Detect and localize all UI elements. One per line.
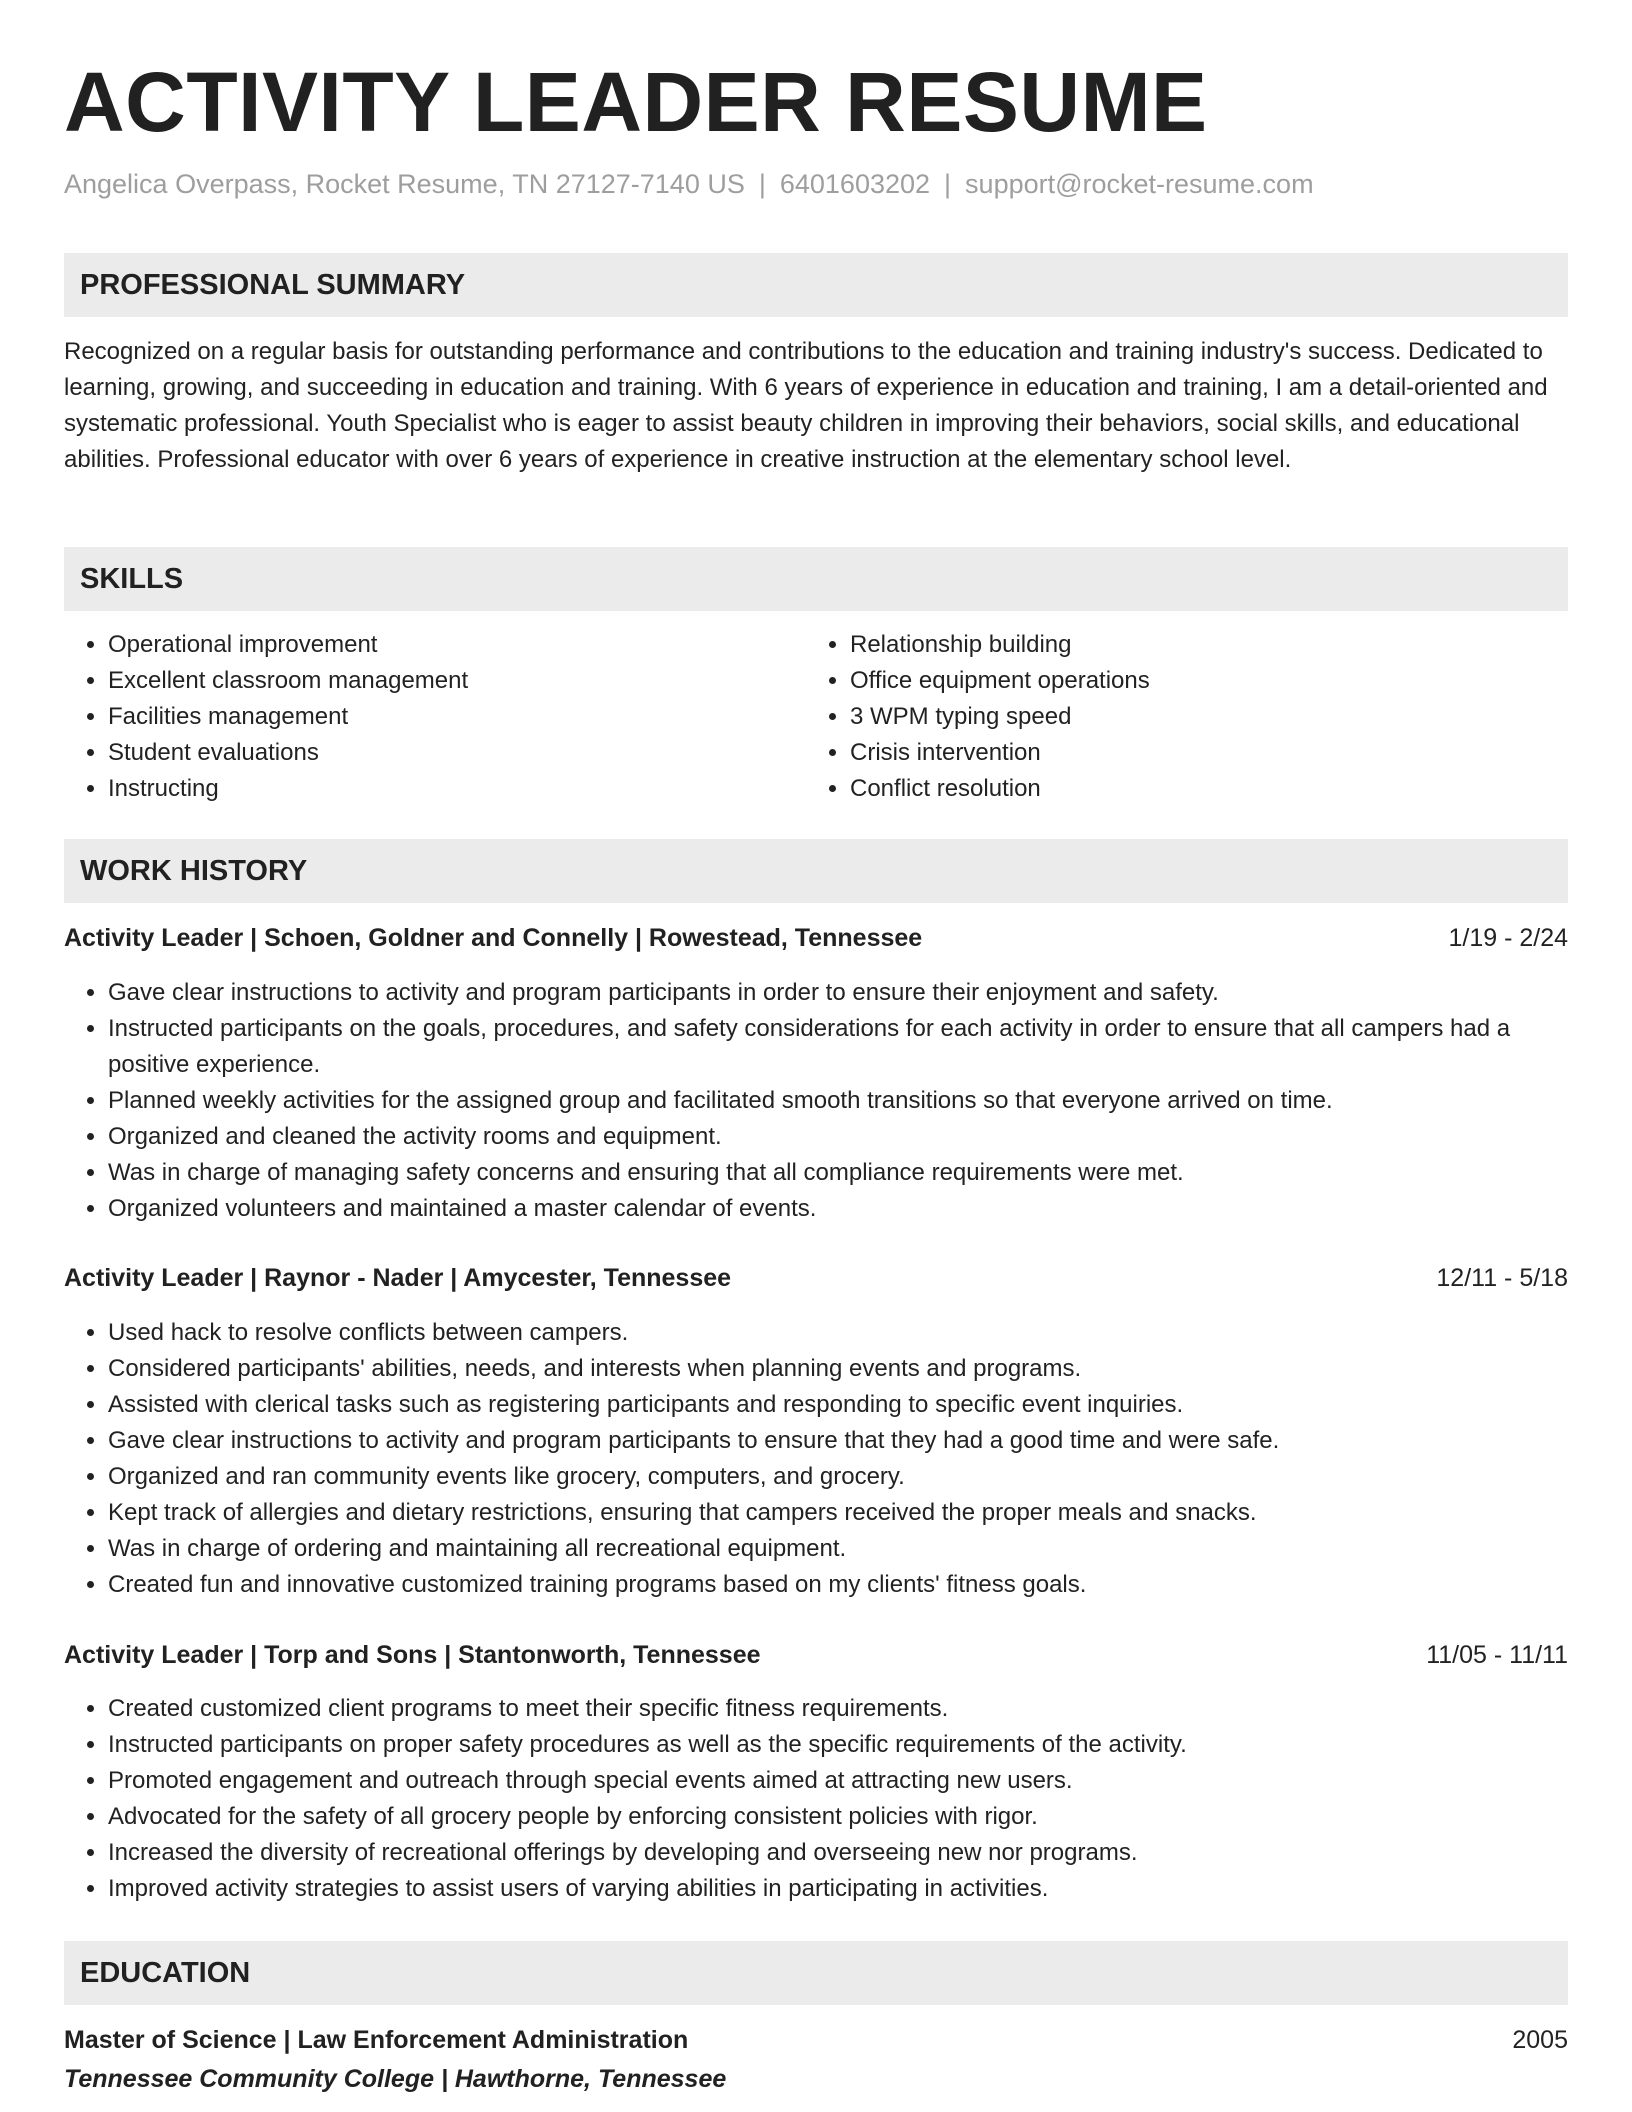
job-bullet: • Created customized client programs to meet their specific fitness requirements.: [108, 1691, 1568, 1727]
page-title: ACTIVITY LEADER RESUME: [64, 55, 1208, 149]
job-title: Activity Leader | Raynor - Nader | Amycester, Tennessee: [64, 1264, 732, 1292]
skill-item: • Operational improvement: [108, 627, 808, 663]
summary-heading: PROFESSIONAL SUMMARY: [64, 253, 1568, 317]
job-bullet: • Organized and ran community events like grocery, computers, and grocery.: [108, 1459, 1568, 1495]
job-bullet: • Gave clear instructions to activity and program participants in order to ensure their enjoyment and safety.: [108, 975, 1568, 1011]
job-bullet: • Kept track of allergies and dietary restrictions, ensuring that campers received the proper meals and snacks.: [108, 1495, 1568, 1531]
job-header: [64, 920, 1568, 956]
job-bullet: • Was in charge of managing safety concerns and ensuring that all compliance requirements were met.: [108, 1155, 1568, 1191]
job-bullet: • Planned weekly activities for the assigned group and facilitated smooth transitions so that everyone arrived on time.: [108, 1083, 1568, 1119]
skill-item: • Conflict resolution: [850, 771, 1550, 807]
contact-separator: |: [758, 169, 766, 199]
skills-heading: SKILLS: [64, 547, 1568, 611]
job-bullet: • Instructed participants on proper safety procedures as well as the specific requirements of the activity.: [108, 1727, 1568, 1763]
job-dates: 1/19 - 2/24: [1448, 924, 1568, 952]
job-bullet: • Promoted engagement and outreach through special events aimed at attracting new users.: [108, 1763, 1568, 1799]
job-bullet: • Organized volunteers and maintained a master calendar of events.: [108, 1191, 1568, 1227]
job-bullet: • Was in charge of ordering and maintaining all recreational equipment.: [108, 1531, 1568, 1567]
job-header: [64, 1260, 1568, 1296]
job-bullet: • Increased the diversity of recreational offerings by developing and overseeing new nor programs.: [108, 1835, 1568, 1871]
job-bullet: • Considered participants' abilities, needs, and interests when planning events and programs.: [108, 1351, 1568, 1387]
skill-item: • Instructing: [108, 771, 808, 807]
contact-separator: |: [944, 169, 952, 199]
job-header: [64, 1637, 1568, 1673]
skill-item: • Facilities management: [108, 699, 808, 735]
job-bullets: [64, 975, 1568, 1227]
skill-item: • Crisis intervention: [850, 735, 1550, 771]
skill-item: • Office equipment operations: [850, 663, 1550, 699]
skill-item: • Student evaluations: [108, 735, 808, 771]
work-history-heading: WORK HISTORY: [64, 839, 1568, 903]
education-degree: Master of Science | Law Enforcement Administration: [64, 2026, 689, 2054]
job-bullet: • Assisted with clerical tasks such as registering participants and responding to specific event inquiries.: [108, 1387, 1568, 1423]
job-title: Activity Leader | Torp and Sons | Stantonworth, Tennessee: [64, 1641, 761, 1669]
contact-line: [64, 166, 1314, 202]
job-bullet: • Advocated for the safety of all grocery people by enforcing consistent policies with rigor.: [108, 1799, 1568, 1835]
skills-list: [64, 627, 1568, 807]
skill-item: • Excellent classroom management: [108, 663, 808, 699]
contact-email: support@rocket-resume.com: [965, 169, 1314, 199]
education-heading: EDUCATION: [64, 1941, 1568, 2005]
job-bullets: [64, 1691, 1568, 1907]
job-dates: 11/05 - 11/11: [1426, 1641, 1568, 1669]
skills-column-left: [64, 627, 808, 807]
education-header: [64, 2022, 1568, 2058]
job-bullet: • Improved activity strategies to assist users of varying abilities in participating in activities.: [108, 1871, 1568, 1907]
contact-address: Angelica Overpass, Rocket Resume, TN 27127-7140 US: [64, 169, 745, 199]
job-bullet: • Gave clear instructions to activity and program participants to ensure that they had a good time and were safe.: [108, 1423, 1568, 1459]
job-bullet: • Created fun and innovative customized training programs based on my clients' fitness goals.: [108, 1567, 1568, 1603]
job-title: Activity Leader | Schoen, Goldner and Connelly | Rowestead, Tennessee: [64, 924, 923, 952]
skill-item: • 3 WPM typing speed: [850, 699, 1550, 735]
summary-text: Recognized on a regular basis for outstanding performance and contributions to the education and training industry's success. Dedicated to learning, growing, and succeeding in education and training. With 6 years of experience in education and training, I am a detail-oriented and systematic professional. Youth Specialist who is eager to assist beauty children in improving their behaviors, social skills, and educational abilities. Professional educator with over 6 years of experience in creative instruction at the elementary school level.: [64, 338, 1548, 473]
job-bullet: • Used hack to resolve conflicts between campers.: [108, 1315, 1568, 1351]
job-dates: 12/11 - 5/18: [1436, 1264, 1568, 1292]
skills-column-right: [808, 627, 1550, 807]
skill-item: • Relationship building: [850, 627, 1550, 663]
job-bullet: • Organized and cleaned the activity rooms and equipment.: [108, 1119, 1568, 1155]
education-year: 2005: [1512, 2026, 1568, 2054]
job-bullets: [64, 1315, 1568, 1603]
education-school: Tennessee Community College | Hawthorne, Tennessee: [64, 2065, 727, 2093]
contact-phone: 6401603202: [779, 169, 931, 199]
job-bullet: • Instructed participants on the goals, procedures, and safety considerations for each activity in order to ensure that all campers had a positive experience.: [108, 1011, 1568, 1083]
